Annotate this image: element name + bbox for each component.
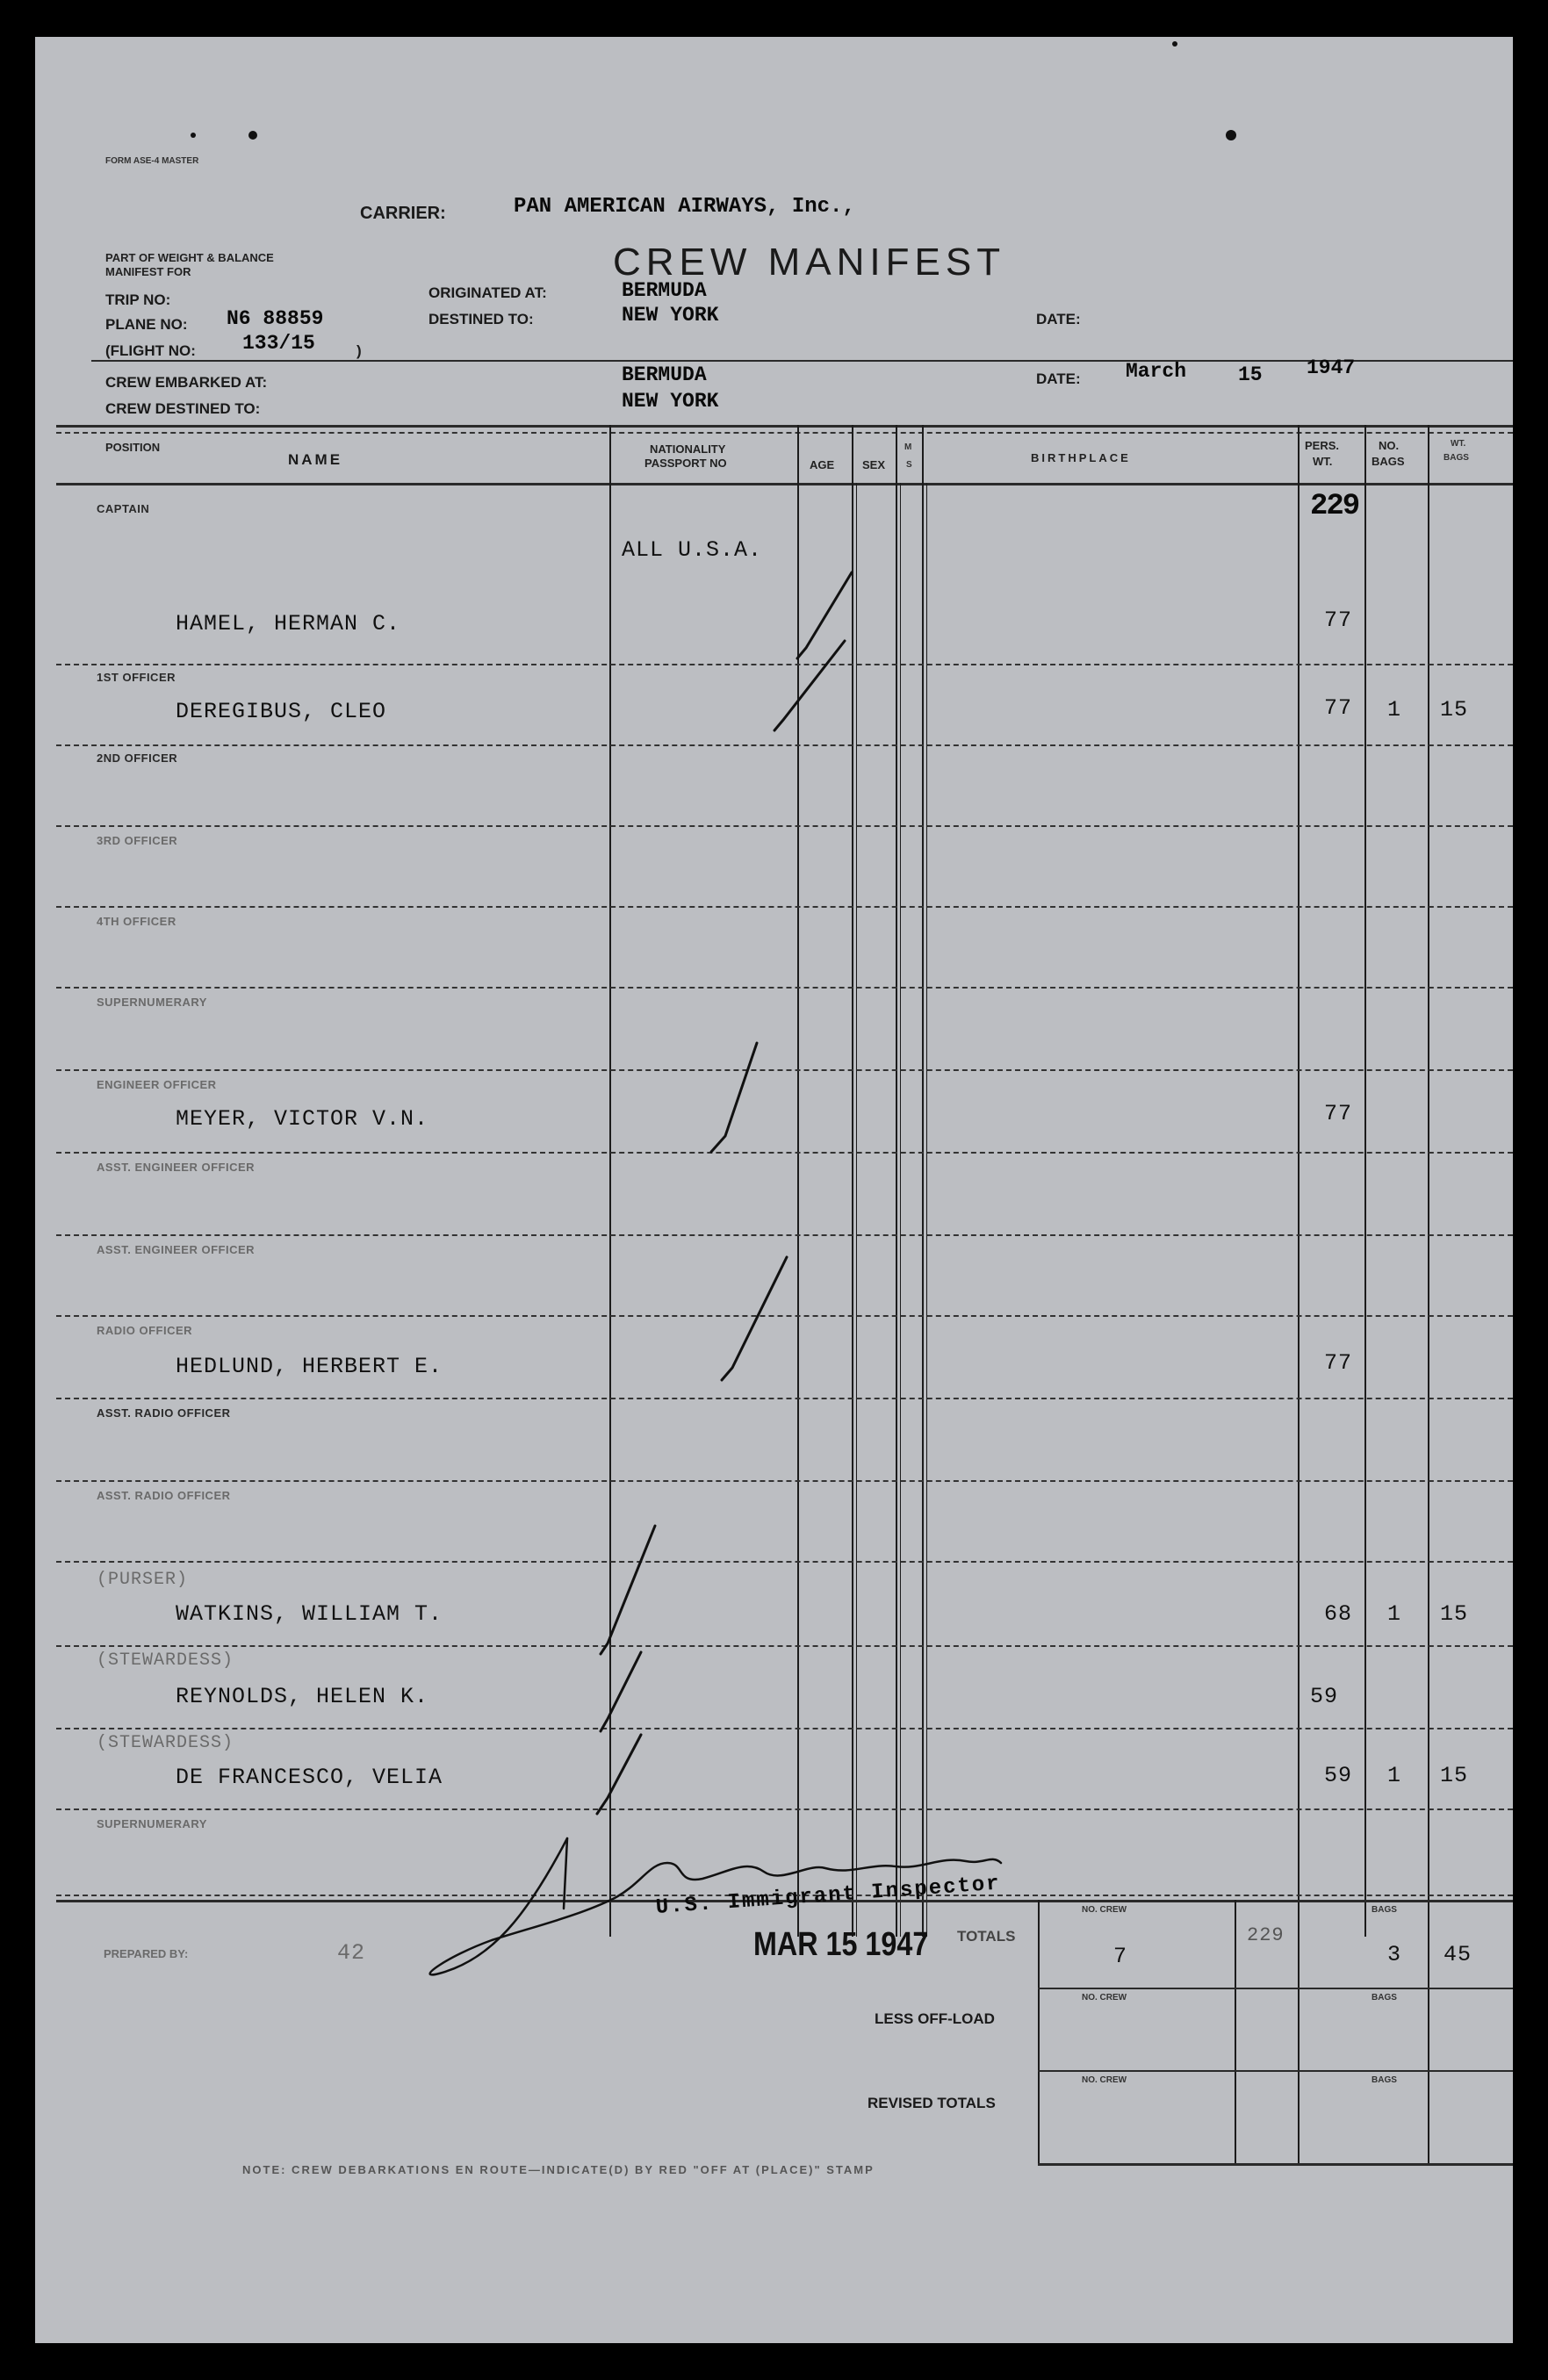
position-purser: (PURSER) xyxy=(97,1570,189,1590)
bags-label-3: BAGS xyxy=(1372,2075,1397,2085)
no-crew-label-3: NO. CREW xyxy=(1082,2075,1127,2085)
bags-1st-officer: 1 xyxy=(1387,697,1402,723)
position-captain: CAPTAIN xyxy=(97,502,150,515)
date-label: DATE: xyxy=(1036,311,1081,327)
checkmark-engineer xyxy=(711,1043,757,1152)
part-of-line1: PART OF WEIGHT & BALANCE xyxy=(105,251,274,264)
bags-total: 3 xyxy=(1387,1942,1402,1967)
weight-radio-officer: 77 xyxy=(1324,1350,1353,1376)
position-2nd-officer: 2ND OFFICER xyxy=(97,751,178,765)
nationality-note: ALL U.S.A. xyxy=(622,537,763,563)
flight-no-label: (FLIGHT NO: xyxy=(105,342,196,359)
position-supernumerary-2: SUPERNUMERARY xyxy=(97,1817,207,1830)
checkmark-purser xyxy=(601,1526,655,1654)
name-purser: WATKINS, WILLIAM T. xyxy=(176,1601,443,1627)
stamp-title: U.S. Immigrant Inspector xyxy=(655,1872,1002,1920)
crew-embarked-label: CREW EMBARKED AT: xyxy=(105,374,268,391)
position-asst-radio-1: ASST. RADIO OFFICER xyxy=(97,1406,231,1420)
trip-no-label: TRIP NO: xyxy=(105,291,171,308)
checkmark-stewardess-1 xyxy=(601,1652,641,1731)
ink-speck-3 xyxy=(1172,41,1177,47)
position-radio-officer: RADIO OFFICER xyxy=(97,1324,193,1337)
destined-value: NEW YORK xyxy=(622,304,719,327)
date2-year: 1947 xyxy=(1307,356,1356,379)
revised-totals-label: REVISED TOTALS xyxy=(868,2095,996,2111)
footer-note: NOTE: CREW DEBARKATIONS EN ROUTE—INDICATE(D) BY RED "OFF AT (PLACE)" STAMP xyxy=(242,2163,875,2176)
checkmark-captain xyxy=(797,572,852,658)
ink-speck-4 xyxy=(191,133,196,138)
header-wt-bags-1: WT. xyxy=(1451,439,1466,449)
header-no-bags-2: BAGS xyxy=(1372,455,1405,468)
originated-label: ORIGINATED AT: xyxy=(428,284,547,301)
name-captain: HAMEL, HERMAN C. xyxy=(176,611,401,636)
weight-engineer: 77 xyxy=(1324,1101,1353,1126)
position-stewardess-1: (STEWARDESS) xyxy=(97,1650,234,1671)
stamp-date: MAR 15 1947 xyxy=(753,1926,929,1963)
signature-bar xyxy=(564,1838,567,1909)
crew-embarked-value: BERMUDA xyxy=(622,363,707,386)
destined-label: DESTINED TO: xyxy=(428,311,534,327)
position-stewardess-2: (STEWARDESS) xyxy=(97,1733,234,1753)
plane-no-value: N6 88859 xyxy=(227,307,324,330)
ink-speck-1 xyxy=(248,131,257,140)
name-stewardess-1: REYNOLDS, HELEN K. xyxy=(176,1684,429,1709)
bags-label-1: BAGS xyxy=(1372,1905,1397,1915)
crew-destined-value: NEW YORK xyxy=(622,390,719,413)
form-number: FORM ASE-4 MASTER xyxy=(105,156,199,166)
handwriting-layer xyxy=(35,37,1513,2343)
position-4th-officer: 4TH OFFICER xyxy=(97,915,176,928)
weight-stewardess-1: 59 xyxy=(1310,1684,1339,1709)
header-birthplace: BIRTHPLACE xyxy=(1031,451,1131,464)
weight-captain: 77 xyxy=(1324,608,1353,633)
header-ms-1: M xyxy=(904,442,912,452)
ink-speck-2 xyxy=(1226,130,1236,140)
name-1st-officer: DEREGIBUS, CLEO xyxy=(176,699,387,724)
wt-bags-total: 45 xyxy=(1444,1942,1472,1967)
manifest-sheet xyxy=(35,37,1513,2343)
weight-stewardess-2: 59 xyxy=(1324,1763,1353,1788)
bags-purser: 1 xyxy=(1387,1601,1402,1627)
totals-label: TOTALS xyxy=(957,1928,1016,1945)
carrier-label: CARRIER: xyxy=(360,204,446,223)
flight-no-close: ) xyxy=(356,342,362,359)
name-engineer: MEYER, VICTOR V.N. xyxy=(176,1106,429,1132)
crew-destined-label: CREW DESTINED TO: xyxy=(105,400,261,417)
page-title: CREW MANIFEST xyxy=(613,241,1006,284)
flight-no-value: 133/15 xyxy=(242,332,315,355)
position-asst-engineer-1: ASST. ENGINEER OFFICER xyxy=(97,1161,256,1174)
header-pers-wt-1: PERS. xyxy=(1305,439,1340,452)
weight-total: 229 xyxy=(1247,1924,1285,1946)
weight-1st-officer: 77 xyxy=(1324,695,1353,721)
name-radio-officer: HEDLUND, HERBERT E. xyxy=(176,1354,443,1379)
checkmark-1st-officer xyxy=(774,641,845,730)
wt-bags-stewardess-2: 15 xyxy=(1440,1763,1469,1788)
position-engineer: ENGINEER OFFICER xyxy=(97,1078,217,1091)
date2-month: March xyxy=(1126,360,1187,383)
signature xyxy=(430,1838,1001,1974)
part-of-line2: MANIFEST FOR xyxy=(105,265,191,278)
wt-bags-1st-officer: 15 xyxy=(1440,697,1469,723)
bags-stewardess-2: 1 xyxy=(1387,1763,1402,1788)
less-offload-label: LESS OFF-LOAD xyxy=(875,2010,995,2027)
position-3rd-officer: 3RD OFFICER xyxy=(97,834,178,847)
no-crew-label-1: NO. CREW xyxy=(1082,1905,1127,1915)
date2-day: 15 xyxy=(1238,363,1263,386)
total-weight: 229 xyxy=(1310,490,1359,523)
prepared-by-label: PREPARED BY: xyxy=(104,1947,189,1960)
checkmark-stewardess-2 xyxy=(597,1735,641,1814)
prepared-by-value: 42 xyxy=(337,1940,366,1966)
date2-label: DATE: xyxy=(1036,370,1081,387)
plane-no-label: PLANE NO: xyxy=(105,316,188,333)
checkmark-radio xyxy=(722,1257,787,1380)
weight-purser: 68 xyxy=(1324,1601,1353,1627)
position-asst-engineer-2: ASST. ENGINEER OFFICER xyxy=(97,1243,256,1256)
name-stewardess-2: DE FRANCESCO, VELIA xyxy=(176,1765,443,1790)
header-position: POSITION xyxy=(105,441,161,454)
position-supernumerary-1: SUPERNUMERARY xyxy=(97,996,207,1009)
carrier-value: PAN AMERICAN AIRWAYS, Inc., xyxy=(514,195,855,219)
position-1st-officer: 1ST OFFICER xyxy=(97,671,176,684)
header-no-bags-1: NO. xyxy=(1379,439,1400,452)
header-name: NAME xyxy=(288,451,343,468)
header-sex: SEX xyxy=(862,458,886,471)
header-nationality-2: PASSPORT NO xyxy=(644,457,727,470)
wt-bags-purser: 15 xyxy=(1440,1601,1469,1627)
header-ms-2: S xyxy=(906,460,912,470)
header-nationality-1: NATIONALITY xyxy=(650,442,726,456)
header-age: AGE xyxy=(810,458,835,471)
originated-value: BERMUDA xyxy=(622,279,707,302)
header-wt-bags-2: BAGS xyxy=(1444,453,1469,463)
bags-label-2: BAGS xyxy=(1372,1993,1397,2003)
position-asst-radio-2: ASST. RADIO OFFICER xyxy=(97,1489,231,1502)
header-pers-wt-2: WT. xyxy=(1313,455,1333,468)
no-crew-label-2: NO. CREW xyxy=(1082,1993,1127,2003)
no-crew-total: 7 xyxy=(1113,1944,1128,1969)
